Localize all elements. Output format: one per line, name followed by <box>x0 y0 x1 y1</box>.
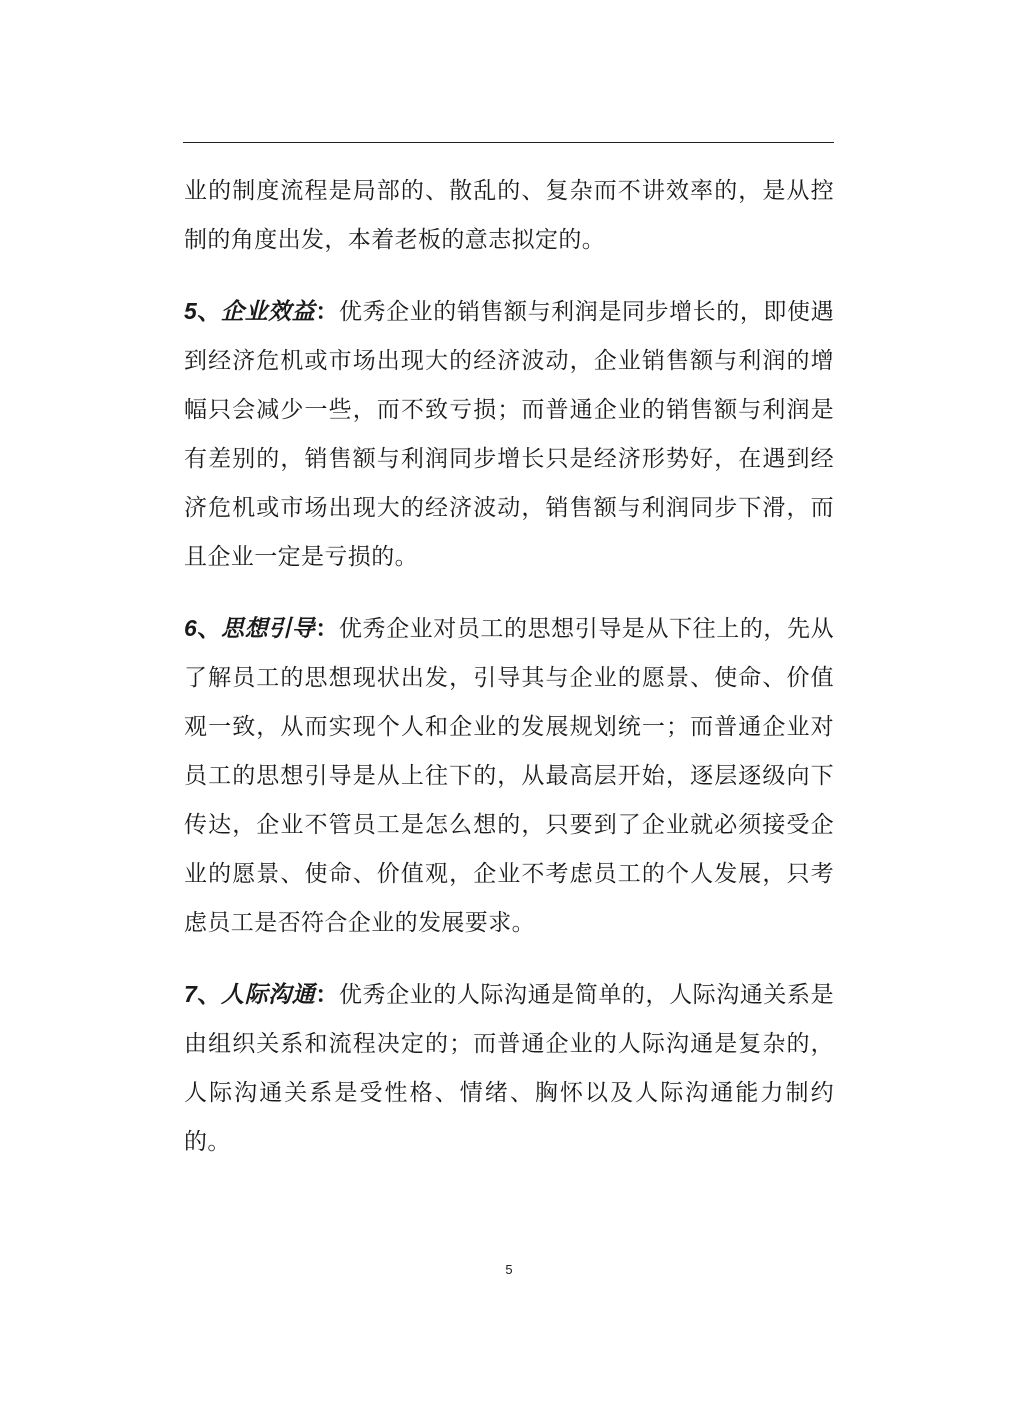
section-7-paragraph <box>184 970 834 1167</box>
document-body <box>184 167 834 1167</box>
page-number: 5 <box>505 1262 513 1277</box>
section-5-body: 优秀企业的销售额与利润是同步增长的，即使遇到经济危机或市场出现大的经济波动，企业销售额与利润的增幅只会减少一些，而不致亏损；而普通企业的销售额与利润是有差别的，销售额与利润同步增长只是经济形势好，在遇到经济危机或市场出现大的经济波动，销售额与利润同步下滑，而且企业一定是亏损的。 <box>184 299 835 570</box>
section-5-number: 5 <box>184 298 198 324</box>
section-6-colon: ： <box>315 615 339 642</box>
section-7-number: 7 <box>184 981 198 1007</box>
section-7-colon: ： <box>315 981 339 1008</box>
section-6-separator: 、 <box>197 615 221 642</box>
section-5-heading: 企业效益 <box>220 299 316 325</box>
section-6-paragraph <box>184 604 834 948</box>
section-7-body: 优秀企业的人际沟通是简单的，人际沟通关系是由组织关系和流程决定的；而普通企业的人际沟通是复杂的，人际沟通关系是受性格、情绪、胸怀以及人际沟通能力制约的。 <box>184 982 835 1155</box>
section-5-colon: ： <box>315 298 339 325</box>
section-5-separator: 、 <box>197 298 221 325</box>
header-rule <box>183 142 834 143</box>
section-6-number: 6 <box>184 615 198 641</box>
section-7-separator: 、 <box>197 981 221 1008</box>
section-6-body: 优秀企业对员工的思想引导是从下往上的，先从了解员工的思想现状出发，引导其与企业的愿景、使命、价值观一致，从而实现个人和企业的发展规划统一；而普通企业对员工的思想引导是从上往下的，从最高层开始，逐层逐级向下传达，企业不管员工是怎么想的，只要到了企业就必须接受企业的愿景、使命、价值观，企业不考虑员工的个人发展，只考虑员工是否符合企业的发展要求。 <box>184 616 835 936</box>
section-7-heading: 人际沟通 <box>220 982 316 1008</box>
continuation-paragraph: 业的制度流程是局部的、散乱的、复杂而不讲效率的，是从控制的角度出发，本着老板的意志拟定的。 <box>184 178 834 253</box>
section-5-paragraph <box>184 287 834 582</box>
section-6-heading: 思想引导 <box>220 616 316 642</box>
